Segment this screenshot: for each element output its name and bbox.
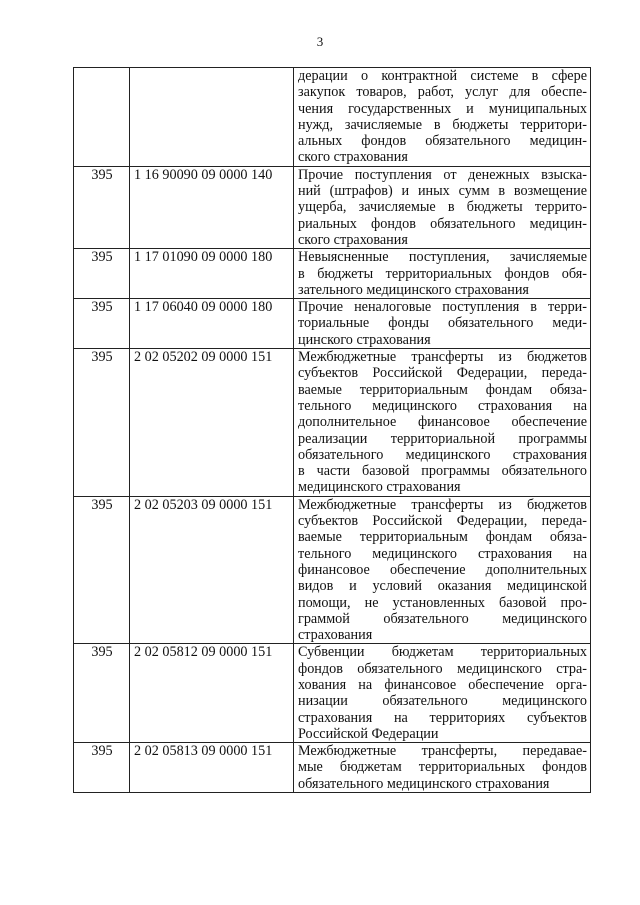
revenue-name-line: Межбюджетные трансферты из бюджетов bbox=[298, 496, 587, 513]
admin-code-cell bbox=[74, 68, 130, 167]
revenue-name-cell bbox=[294, 743, 591, 793]
revenue-name-line: дополнительное финансовое обеспечение bbox=[298, 414, 587, 431]
revenue-name-line: ваемые территориальным фондам обяза- bbox=[298, 381, 587, 398]
revenue-name-line: в бюджеты территориальных фондов обя- bbox=[298, 265, 587, 282]
budget-classification-code-cell: 1 17 06040 09 0000 180 bbox=[130, 299, 294, 349]
table-row bbox=[74, 496, 591, 644]
revenue-name-line: реализации территориальной программы bbox=[298, 430, 587, 447]
revenue-name-line: помощи, не установленных базовой про- bbox=[298, 594, 587, 611]
admin-code-cell: 395 bbox=[74, 299, 130, 349]
revenue-name-line: нужд, зачисляемые в бюджеты территори- bbox=[298, 116, 587, 133]
revenue-name-line: дерации о контрактной системе в сфере bbox=[298, 68, 587, 84]
admin-code-cell: 395 bbox=[74, 249, 130, 299]
revenue-name-line: ний (штрафов) и иных сумм в возмещение bbox=[298, 183, 587, 200]
table-row bbox=[74, 644, 591, 743]
revenue-name-line: обязательного медицинского страхования bbox=[298, 446, 587, 463]
revenue-name-line: Субвенции бюджетам территориальных bbox=[298, 644, 587, 661]
revenue-name-line: Российской Федерации bbox=[298, 725, 439, 742]
table-body bbox=[74, 68, 591, 793]
budget-classification-code-cell: 2 02 05813 09 0000 151 bbox=[130, 743, 294, 793]
revenue-name-line: хования на финансовое обеспечение орга- bbox=[298, 676, 587, 693]
revenue-name-line: риальных фондов обязательного медицин- bbox=[298, 215, 587, 232]
table-row bbox=[74, 349, 591, 497]
page-number: 3 bbox=[316, 34, 324, 49]
revenue-name-line: ваемые территориальным фондам обяза- bbox=[298, 529, 587, 546]
revenue-name-line: Межбюджетные трансферты из бюджетов bbox=[298, 349, 587, 366]
revenue-name-line: страхования bbox=[298, 627, 373, 644]
revenue-name-line: фондов обязательного медицинского стра- bbox=[298, 660, 587, 677]
admin-code-cell: 395 bbox=[74, 349, 130, 497]
revenue-name-line: Межбюджетные трансферты, передавае- bbox=[298, 743, 587, 760]
budget-classification-code-cell bbox=[130, 68, 294, 167]
revenue-name-cell bbox=[294, 68, 591, 167]
revenue-name-line: финансовое обеспечение дополнительных bbox=[298, 561, 587, 578]
budget-classification-code-cell: 1 16 90090 09 0000 140 bbox=[130, 166, 294, 248]
revenue-name-line: чения государственных и муниципальных bbox=[298, 100, 587, 117]
budget-classification-code-cell: 2 02 05202 09 0000 151 bbox=[130, 349, 294, 497]
revenue-name-line: ского страхования bbox=[298, 149, 408, 166]
budget-classification-code-cell: 2 02 05812 09 0000 151 bbox=[130, 644, 294, 743]
revenue-name-line: в части базовой программы обязательного bbox=[298, 463, 587, 480]
revenue-name-line: ториальные фонды обязательного меди- bbox=[298, 315, 587, 332]
revenue-name-cell bbox=[294, 299, 591, 349]
revenue-name-line: страхования на территориях субъектов bbox=[298, 709, 587, 726]
table-row bbox=[74, 68, 591, 167]
revenue-name-line: альных фондов обязательного медицин- bbox=[298, 133, 587, 150]
admin-code-cell: 395 bbox=[74, 496, 130, 644]
revenue-name-line: ского страхования bbox=[298, 231, 408, 248]
admin-code-cell: 395 bbox=[74, 166, 130, 248]
revenue-name-line: зательного медицинского страхования bbox=[298, 281, 529, 298]
revenue-name-line: видов и условий оказания медицинской bbox=[298, 578, 587, 595]
budget-classification-code-cell: 1 17 01090 09 0000 180 bbox=[130, 249, 294, 299]
revenue-name-cell bbox=[294, 644, 591, 743]
revenue-name-line: медицинского страхования bbox=[298, 479, 461, 496]
admin-code-cell: 395 bbox=[74, 644, 130, 743]
revenue-name-line: ущерба, зачисляемые в бюджеты террито- bbox=[298, 199, 587, 216]
revenue-name-line: Прочие поступления от денежных взыска- bbox=[298, 166, 587, 183]
revenue-name-line: Прочие неналоговые поступления в терри- bbox=[298, 299, 587, 316]
budget-revenue-table bbox=[73, 67, 591, 793]
revenue-name-line: обязательного медицинского страхования bbox=[298, 775, 550, 792]
revenue-name-line: закупок товаров, работ, услуг для обеспе- bbox=[298, 84, 587, 101]
revenue-name-cell bbox=[294, 496, 591, 644]
table-row bbox=[74, 249, 591, 299]
revenue-name-line: субъектов Российской Федерации, переда- bbox=[298, 365, 587, 382]
budget-classification-code-cell: 2 02 05203 09 0000 151 bbox=[130, 496, 294, 644]
table-row bbox=[74, 166, 591, 248]
revenue-name-cell bbox=[294, 249, 591, 299]
revenue-name-cell bbox=[294, 349, 591, 497]
revenue-name-line: граммой обязательного медицинского bbox=[298, 610, 587, 627]
revenue-name-cell bbox=[294, 166, 591, 248]
revenue-name-line: цинского страхования bbox=[298, 331, 431, 348]
admin-code-cell: 395 bbox=[74, 743, 130, 793]
table-row bbox=[74, 743, 591, 793]
revenue-name-line: мые бюджетам территориальных фондов bbox=[298, 759, 587, 776]
revenue-name-line: низации обязательного медицинского bbox=[298, 693, 587, 710]
revenue-name-line: тельного медицинского страхования на bbox=[298, 545, 587, 562]
revenue-name-line: тельного медицинского страхования на bbox=[298, 397, 587, 414]
revenue-name-line: субъектов Российской Федерации, переда- bbox=[298, 513, 587, 530]
revenue-name-line: Невыясненные поступления, зачисляемые bbox=[298, 249, 587, 266]
table-row bbox=[74, 299, 591, 349]
